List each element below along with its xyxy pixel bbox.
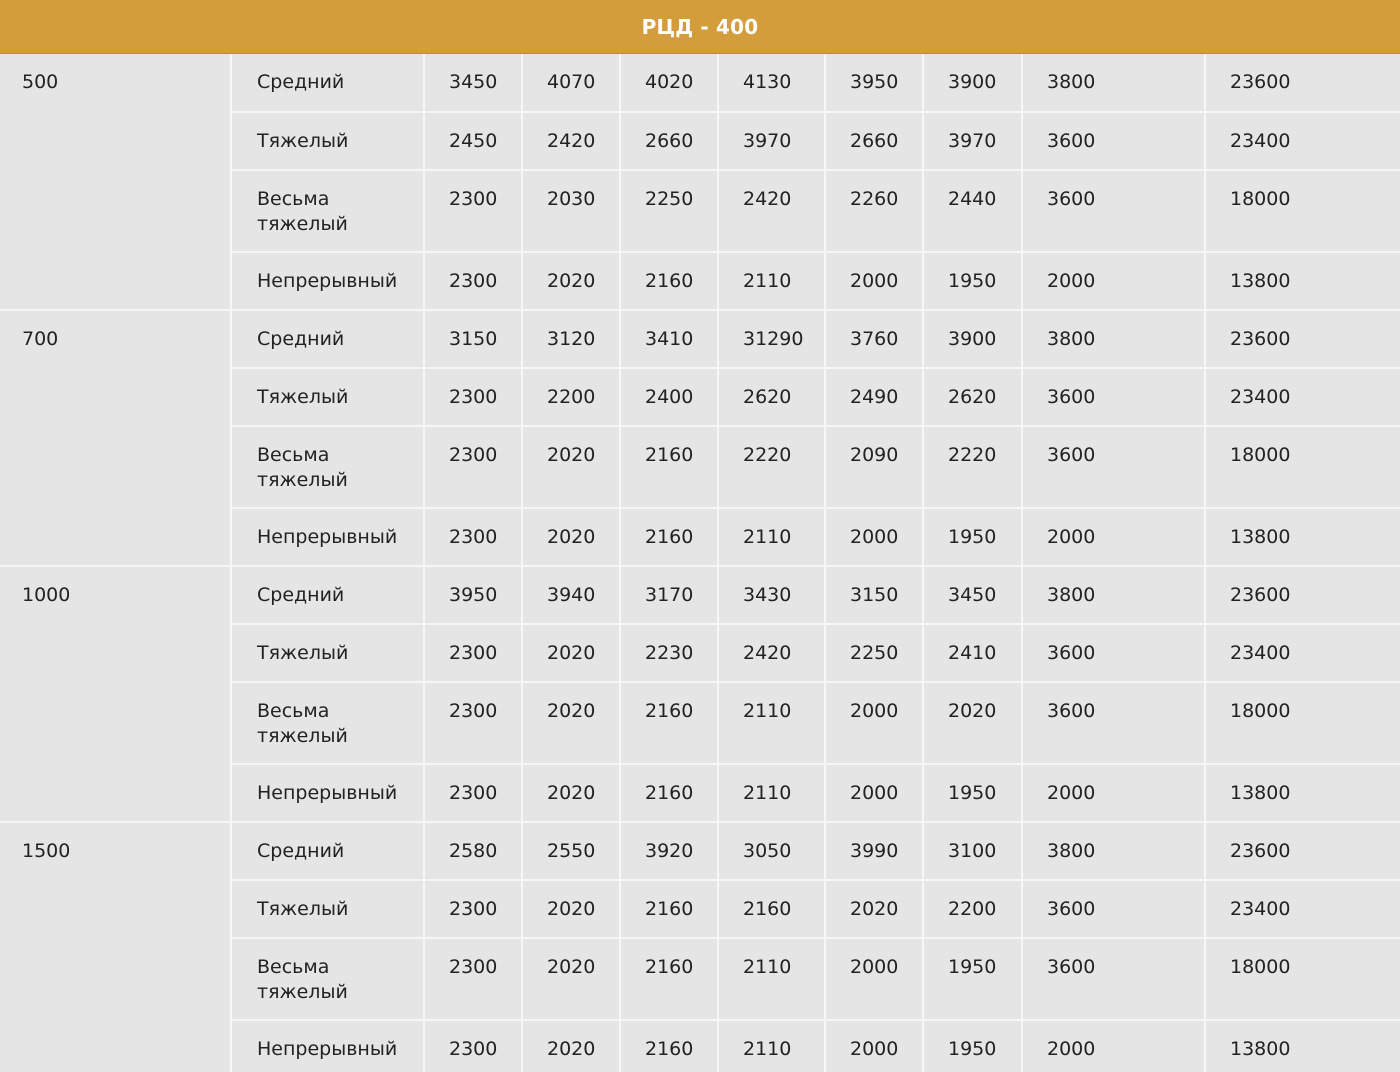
value-cell: 3990 [825, 822, 923, 880]
value-cell: 2300 [424, 426, 522, 508]
value-cell: 2000 [825, 1020, 923, 1072]
value-cell: 3600 [1022, 426, 1205, 508]
value-cell: 3120 [522, 310, 620, 368]
value-cell: 4020 [620, 54, 718, 112]
value-cell: 2620 [923, 368, 1022, 426]
value-cell: 3600 [1022, 624, 1205, 682]
value-cell: 2440 [923, 170, 1022, 252]
value-cell: 2000 [1022, 1020, 1205, 1072]
value-cell: 23600 [1205, 310, 1400, 368]
value-cell: 23400 [1205, 880, 1400, 938]
value-cell: 2000 [825, 938, 923, 1020]
value-cell: 2220 [718, 426, 825, 508]
value-cell: 2450 [424, 112, 522, 170]
value-cell: 3920 [620, 822, 718, 880]
value-cell: 2300 [424, 880, 522, 938]
value-cell: 2000 [825, 682, 923, 764]
value-cell: 2200 [923, 880, 1022, 938]
value-cell: 3600 [1022, 112, 1205, 170]
value-cell: 2020 [522, 252, 620, 310]
value-cell: 3450 [923, 566, 1022, 624]
value-cell: 2000 [1022, 508, 1205, 566]
value-cell: 1950 [923, 1020, 1022, 1072]
value-cell: 2020 [522, 1020, 620, 1072]
value-cell: 2580 [424, 822, 522, 880]
value-cell: 2000 [1022, 764, 1205, 822]
value-cell: 2660 [825, 112, 923, 170]
table-row [0, 566, 1400, 624]
mode-label: Средний [231, 310, 424, 368]
value-cell: 13800 [1205, 252, 1400, 310]
value-cell: 23400 [1205, 112, 1400, 170]
value-cell: 2250 [620, 170, 718, 252]
value-cell: 2200 [522, 368, 620, 426]
table-row [0, 822, 1400, 880]
value-cell: 4130 [718, 54, 825, 112]
spec-table [0, 54, 1400, 1072]
mode-label: Весьма тяжелый [231, 170, 424, 252]
value-cell: 2300 [424, 1020, 522, 1072]
value-cell: 2030 [522, 170, 620, 252]
value-cell: 2000 [825, 508, 923, 566]
value-cell: 2300 [424, 938, 522, 1020]
group-label: 500 [0, 54, 231, 310]
value-cell: 2000 [825, 252, 923, 310]
value-cell: 2110 [718, 1020, 825, 1072]
value-cell: 3900 [923, 54, 1022, 112]
mode-label: Непрерывный [231, 1020, 424, 1072]
mode-label: Тяжелый [231, 880, 424, 938]
mode-label: Весьма тяжелый [231, 682, 424, 764]
value-cell: 4070 [522, 54, 620, 112]
value-cell: 1950 [923, 252, 1022, 310]
group-label: 1500 [0, 822, 231, 1072]
value-cell: 2110 [718, 764, 825, 822]
mode-label: Непрерывный [231, 764, 424, 822]
value-cell: 3970 [923, 112, 1022, 170]
value-cell: 2250 [825, 624, 923, 682]
value-cell: 2660 [620, 112, 718, 170]
value-cell: 2300 [424, 170, 522, 252]
value-cell: 3950 [424, 566, 522, 624]
value-cell: 18000 [1205, 682, 1400, 764]
value-cell: 1950 [923, 938, 1022, 1020]
value-cell: 2020 [522, 682, 620, 764]
value-cell: 2300 [424, 368, 522, 426]
table-row [0, 310, 1400, 368]
value-cell: 3100 [923, 822, 1022, 880]
mode-label: Средний [231, 54, 424, 112]
value-cell: 13800 [1205, 508, 1400, 566]
value-cell: 1950 [923, 764, 1022, 822]
value-cell: 3600 [1022, 170, 1205, 252]
value-cell: 2020 [825, 880, 923, 938]
value-cell: 2020 [522, 880, 620, 938]
value-cell: 2160 [718, 880, 825, 938]
value-cell: 2160 [620, 880, 718, 938]
value-cell: 2160 [620, 764, 718, 822]
value-cell: 3600 [1022, 880, 1205, 938]
value-cell: 18000 [1205, 426, 1400, 508]
value-cell: 3600 [1022, 682, 1205, 764]
value-cell: 2160 [620, 508, 718, 566]
mode-label: Тяжелый [231, 112, 424, 170]
value-cell: 2110 [718, 252, 825, 310]
value-cell: 3950 [825, 54, 923, 112]
value-cell: 3450 [424, 54, 522, 112]
value-cell: 2420 [522, 112, 620, 170]
value-cell: 23400 [1205, 368, 1400, 426]
value-cell: 2300 [424, 252, 522, 310]
value-cell: 2300 [424, 624, 522, 682]
mode-label: Весьма тяжелый [231, 426, 424, 508]
mode-label: Средний [231, 822, 424, 880]
value-cell: 2020 [522, 764, 620, 822]
value-cell: 2160 [620, 938, 718, 1020]
value-cell: 13800 [1205, 1020, 1400, 1072]
value-cell: 2090 [825, 426, 923, 508]
value-cell: 3600 [1022, 938, 1205, 1020]
value-cell: 23600 [1205, 822, 1400, 880]
value-cell: 3150 [825, 566, 923, 624]
value-cell: 13800 [1205, 764, 1400, 822]
value-cell: 2550 [522, 822, 620, 880]
value-cell: 3170 [620, 566, 718, 624]
value-cell: 3050 [718, 822, 825, 880]
table-title: РЦД - 400 [641, 14, 759, 39]
value-cell: 3150 [424, 310, 522, 368]
value-cell: 1950 [923, 508, 1022, 566]
value-cell: 2230 [620, 624, 718, 682]
value-cell: 2020 [522, 508, 620, 566]
value-cell: 3800 [1022, 310, 1205, 368]
value-cell: 2220 [923, 426, 1022, 508]
value-cell: 3800 [1022, 566, 1205, 624]
value-cell: 2160 [620, 1020, 718, 1072]
value-cell: 2410 [923, 624, 1022, 682]
value-cell: 2300 [424, 682, 522, 764]
value-cell: 2000 [825, 764, 923, 822]
value-cell: 2020 [923, 682, 1022, 764]
value-cell: 2160 [620, 426, 718, 508]
mode-label: Непрерывный [231, 508, 424, 566]
value-cell: 2020 [522, 938, 620, 1020]
value-cell: 2300 [424, 508, 522, 566]
table-header [0, 0, 1400, 54]
value-cell: 2110 [718, 682, 825, 764]
value-cell: 3800 [1022, 54, 1205, 112]
value-cell: 3760 [825, 310, 923, 368]
value-cell: 18000 [1205, 938, 1400, 1020]
mode-label: Тяжелый [231, 368, 424, 426]
value-cell: 3970 [718, 112, 825, 170]
value-cell: 3430 [718, 566, 825, 624]
value-cell: 2110 [718, 938, 825, 1020]
value-cell: 2020 [522, 426, 620, 508]
value-cell: 23600 [1205, 566, 1400, 624]
value-cell: 2300 [424, 764, 522, 822]
table-row [0, 54, 1400, 112]
mode-label: Непрерывный [231, 252, 424, 310]
value-cell: 2490 [825, 368, 923, 426]
value-cell: 2260 [825, 170, 923, 252]
value-cell: 18000 [1205, 170, 1400, 252]
value-cell: 3900 [923, 310, 1022, 368]
value-cell: 31290 [718, 310, 825, 368]
value-cell: 3940 [522, 566, 620, 624]
mode-label: Тяжелый [231, 624, 424, 682]
value-cell: 3600 [1022, 368, 1205, 426]
value-cell: 2160 [620, 252, 718, 310]
value-cell: 2000 [1022, 252, 1205, 310]
value-cell: 2620 [718, 368, 825, 426]
value-cell: 3410 [620, 310, 718, 368]
value-cell: 23400 [1205, 624, 1400, 682]
value-cell: 2420 [718, 624, 825, 682]
value-cell: 2400 [620, 368, 718, 426]
value-cell: 2020 [522, 624, 620, 682]
value-cell: 2160 [620, 682, 718, 764]
table-body [0, 54, 1400, 1072]
group-label: 700 [0, 310, 231, 566]
value-cell: 2420 [718, 170, 825, 252]
value-cell: 2110 [718, 508, 825, 566]
mode-label: Весьма тяжелый [231, 938, 424, 1020]
group-label: 1000 [0, 566, 231, 822]
mode-label: Средний [231, 566, 424, 624]
value-cell: 3800 [1022, 822, 1205, 880]
value-cell: 23600 [1205, 54, 1400, 112]
